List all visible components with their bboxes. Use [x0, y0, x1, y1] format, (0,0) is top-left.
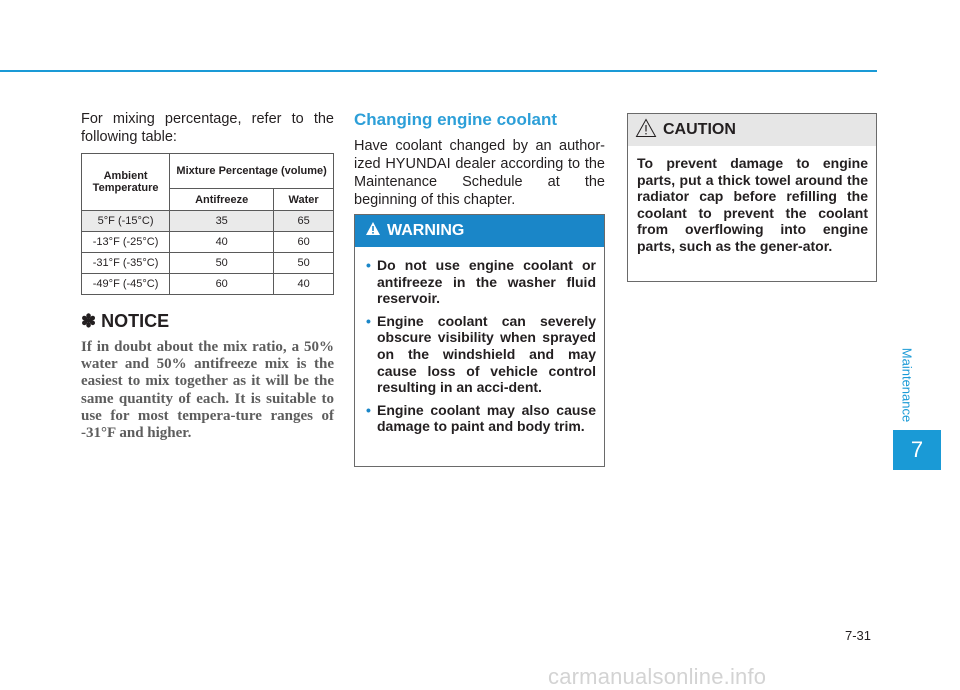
list-item [366, 401, 596, 435]
table-row [82, 232, 334, 253]
cell-antifreeze: 60 [170, 274, 274, 295]
cell-antifreeze: 40 [170, 232, 274, 253]
cell-water: 60 [274, 232, 334, 253]
cell-temperature: -13°F (-25°C) [82, 232, 170, 253]
bullet-icon: • [366, 401, 371, 418]
warning-box [354, 214, 605, 467]
warning-item-text: Engine coolant can severely obscure visibility when sprayed on the windshield and may cause loss of vehicle control resulting in an acci-dent. [377, 312, 596, 396]
chapter-label-text: Maintenance [899, 347, 915, 423]
cell-temperature: 5°F (-15°C) [82, 211, 170, 232]
section-body: Have coolant changed by an author-ized HYUNDAI dealer according to the Maintenance Schedule at the beginning of this chapter. [354, 138, 605, 208]
section-title: Changing engine coolant [354, 110, 558, 129]
table-row [82, 211, 334, 232]
cell-temperature: -31°F (-35°C) [82, 253, 170, 274]
caution-body: To prevent damage to engine parts, put a thick towel around the radiator cap before refilling the coolant to prevent the coolant from overflowing into engine parts, such as the gener-ator. [637, 155, 868, 254]
caution-title: CAUTION [663, 121, 736, 138]
header-water: Water [274, 189, 334, 211]
cell-temperature: -49°F (-45°C) [82, 274, 170, 295]
caution-triangle-icon [635, 118, 657, 143]
cell-antifreeze: 35 [170, 211, 274, 232]
header-ambient-temperature: Ambient Temperature [82, 154, 170, 211]
bullet-icon: • [366, 312, 371, 329]
header-antifreeze: Antifreeze [170, 189, 274, 211]
list-item [366, 257, 596, 307]
cell-antifreeze: 50 [170, 253, 274, 274]
warning-header [355, 215, 604, 247]
intro-text: For mixing percentage, refer to the following table: [81, 111, 334, 145]
cell-water: 40 [274, 274, 334, 295]
cell-water: 65 [274, 211, 334, 232]
bullet-icon: • [366, 257, 371, 273]
cell-water: 50 [274, 253, 334, 274]
warning-item-text: Do not use engine coolant or antifreeze in the washer fluid reservoir. [377, 257, 596, 307]
page-number: 7-31 [845, 628, 872, 643]
caution-box [627, 113, 877, 282]
chapter-number-tab: 7 [893, 430, 941, 470]
table-row [82, 274, 334, 295]
warning-triangle-icon [365, 221, 381, 241]
header-mixture-percentage: Mixture Percentage (volume) [170, 154, 334, 189]
header-rule [0, 70, 877, 72]
warning-title: WARNING [387, 222, 465, 239]
list-item [366, 312, 596, 396]
table-row [82, 253, 334, 274]
caution-header [628, 114, 876, 146]
watermark: carmanualsonline.info [548, 664, 767, 689]
chapter-side-label [895, 340, 919, 430]
warning-list [355, 247, 604, 435]
notice-body: If in doubt about the mix ratio, a 50% water and 50% antifreeze mix is the easiest to mix together as it will be the same quantity of each. It is suitable to use for most tempera-ture ranges of -31°F and higher. [81, 339, 334, 442]
notice-title: ✽ NOTICE [81, 311, 170, 331]
mixture-table [81, 153, 334, 295]
warning-item-text: Engine coolant may also cause damage to paint and body trim. [377, 401, 596, 435]
